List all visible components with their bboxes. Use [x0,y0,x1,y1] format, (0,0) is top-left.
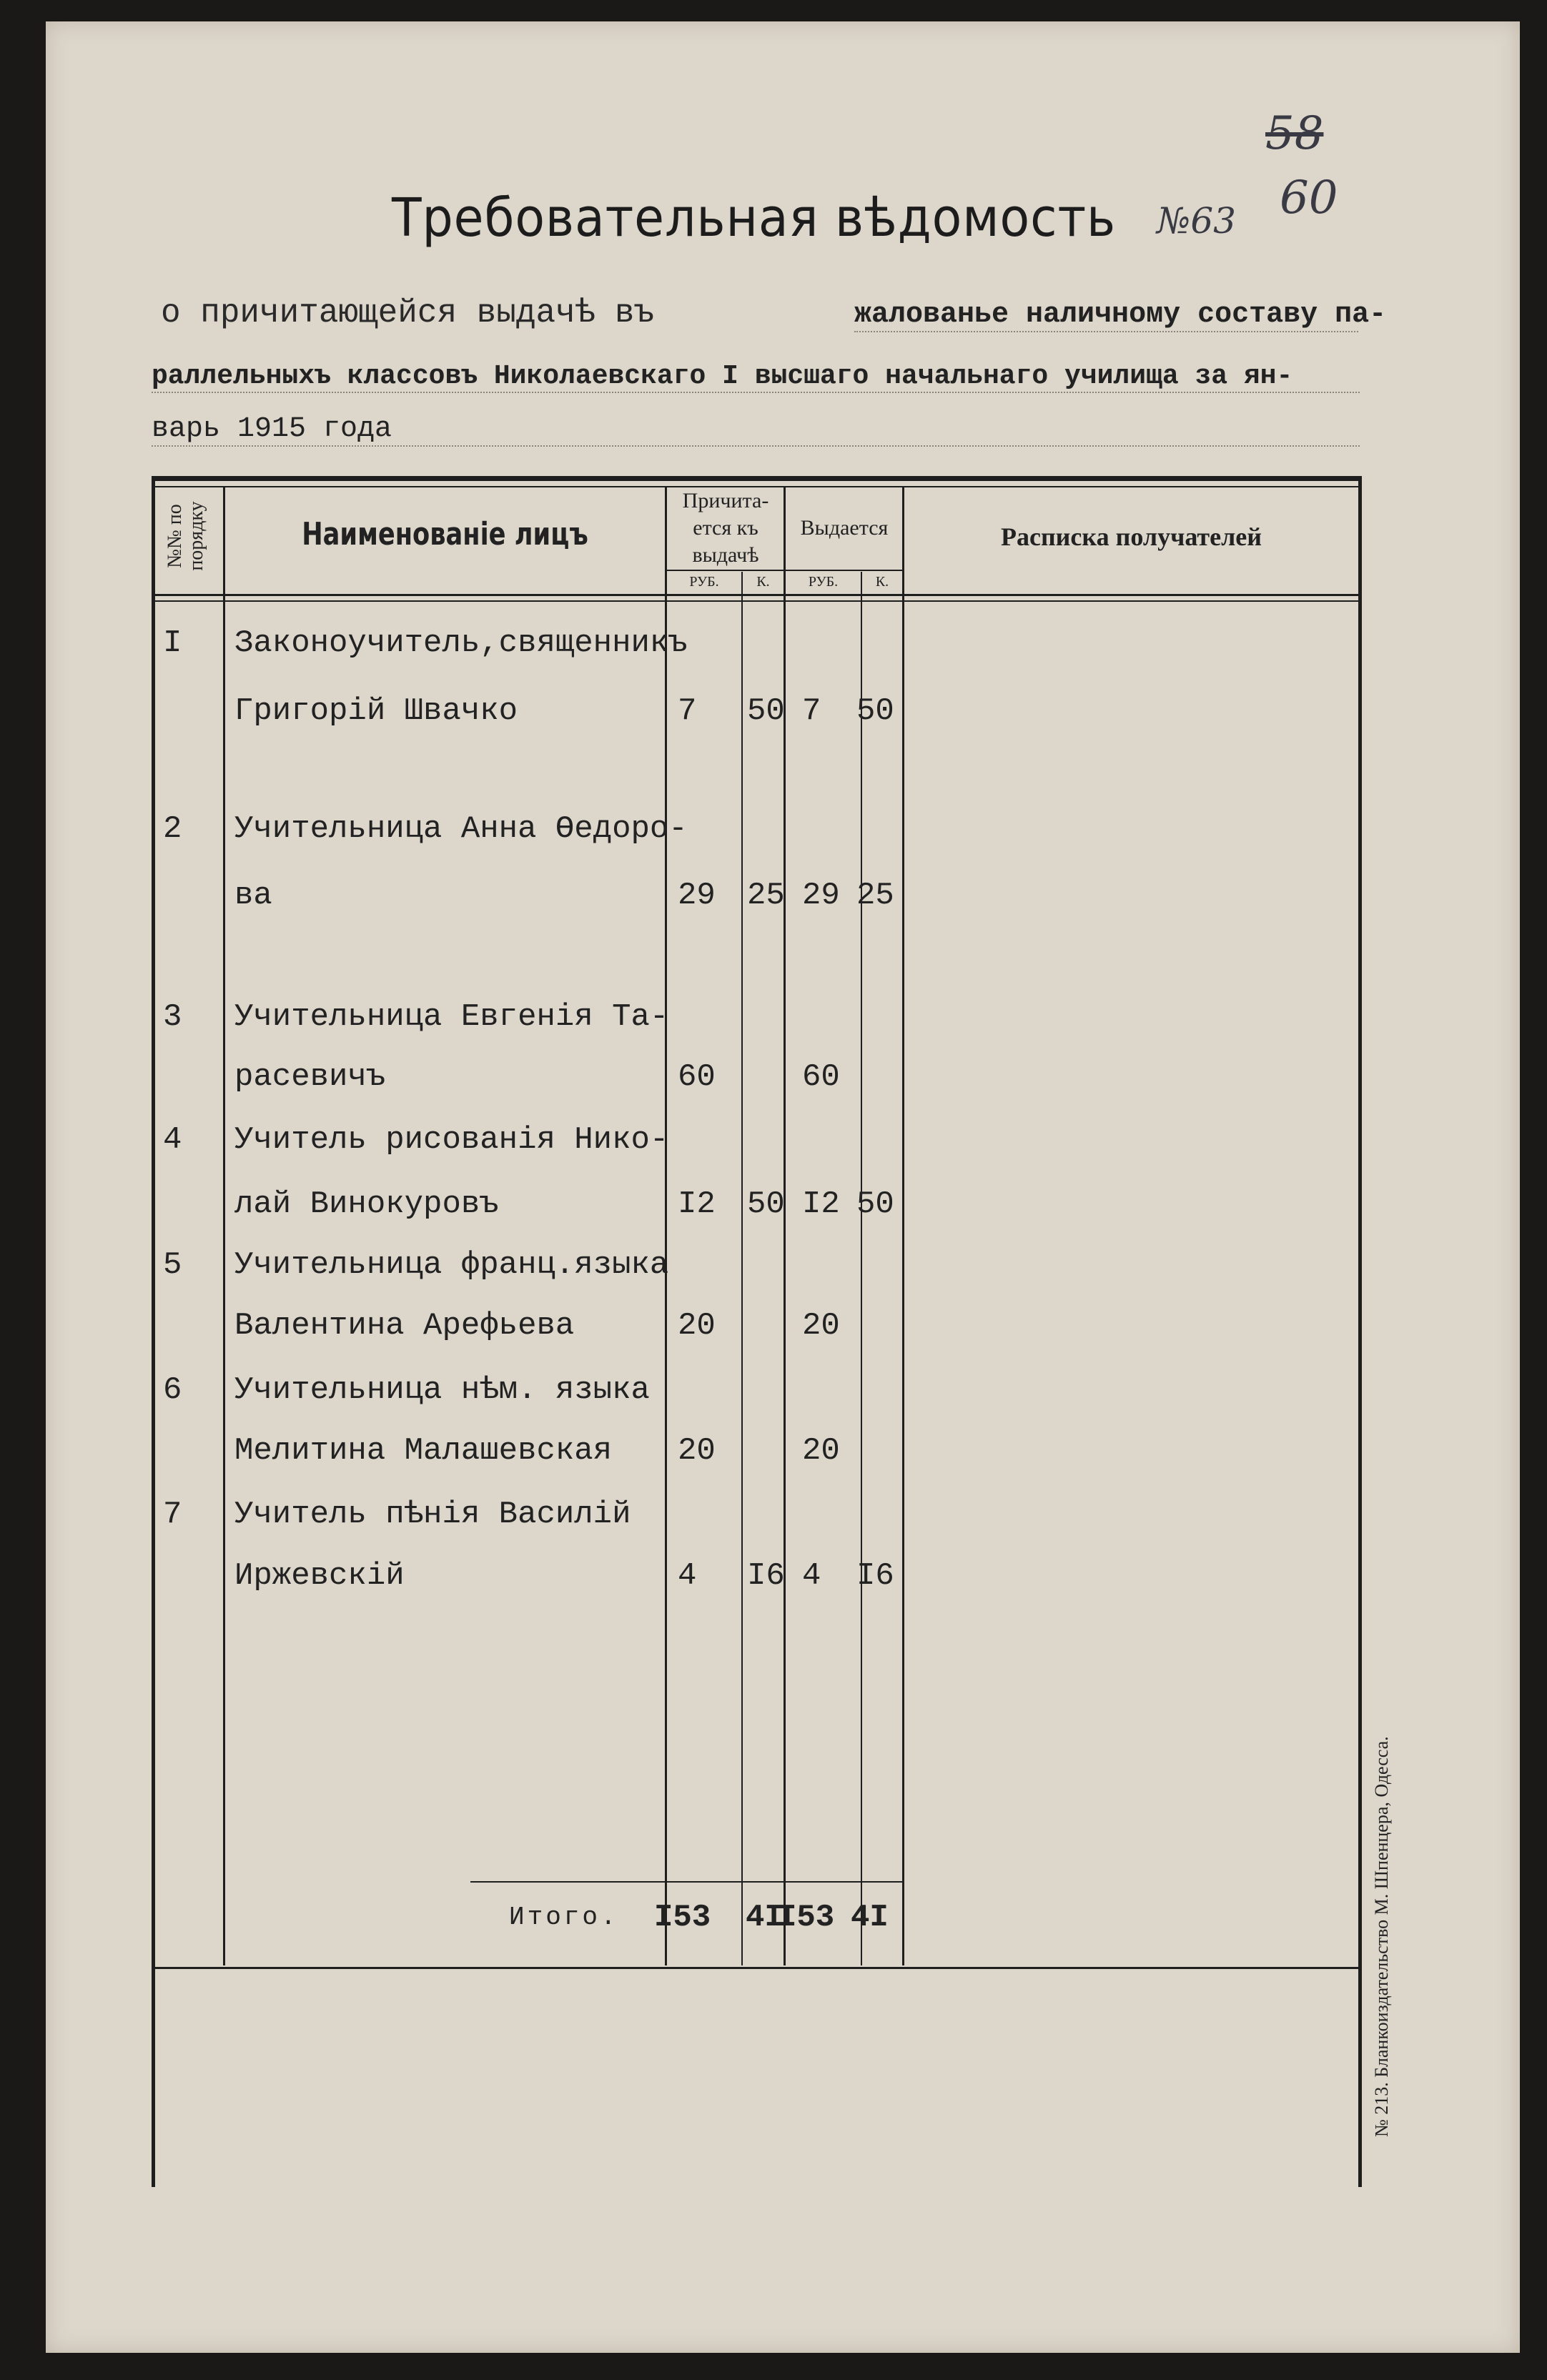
row-issued-rub: 60 [802,1059,840,1095]
subtitle-line-1: жалованье наличному составу па- [854,299,1387,331]
row-name-line-1: Учитель рисованія Нико- [234,1122,669,1158]
row-issued-rub: 20 [802,1433,840,1469]
row-name-line-2: расевичъ [234,1059,386,1095]
row-due-kop: 50 [747,693,785,729]
row-number: 3 [163,999,182,1035]
row-due-rub: 4 [678,1558,697,1594]
row-number: 2 [163,811,182,847]
row-due-rub: 29 [678,878,716,913]
row-issued-kop: 50 [856,693,894,729]
row-issued-rub: I2 [802,1186,840,1222]
row-name-line-1: Учительница нѣм. языка [234,1372,650,1408]
row-due-rub: 20 [678,1433,716,1469]
printer-note: № 213. Бланкоиздательство М. Шпенцера, Одесса. [1371,1736,1392,2137]
row-name-line-2: Григорій Швачко [234,693,518,729]
row-name-line-1: Учительница Евгенія Та- [234,999,669,1035]
row-name-line-2: лай Винокуровъ [234,1186,499,1222]
row-issued-rub: 29 [802,878,840,913]
header-signature: Расписка получателей [1000,522,1262,551]
row-due-rub: 60 [678,1059,716,1095]
row-number: 4 [163,1122,182,1158]
subtitle-prefix: о причитающейся выдачѣ въ [161,294,655,332]
header-number: №№ по порядку [164,501,207,571]
row-due-rub: 20 [678,1308,716,1344]
row-due-kop: I6 [747,1558,785,1594]
row-due-rub: I2 [678,1186,716,1222]
row-number: I [163,625,182,661]
header-issued-kop: К. [875,574,889,590]
row-name-line-1: Законоучитель,священникъ [234,625,688,661]
new-page-number: 60 [1280,172,1338,224]
old-page-number: 58 [1265,107,1324,160]
header-due: Причита-ется къ выдачѣ [682,489,769,567]
header-issued: Выдается [800,516,889,540]
row-name-line-1: Учительница Анна Өедоро- [234,811,688,847]
row-name-line-1: Учительница франц.языка [234,1247,669,1283]
row-number: 7 [163,1497,182,1532]
row-number: 5 [163,1247,182,1283]
document-title: Требовательная вѣдомость [392,187,1117,249]
row-issued-rub: 7 [802,693,821,729]
row-number: 6 [163,1372,182,1408]
total-issued-rub: I53 [778,1900,835,1935]
total-issued-kop: 4I [851,1900,889,1935]
row-issued-rub: 20 [802,1308,840,1344]
row-issued-kop: 50 [856,1186,894,1222]
row-issued-rub: 4 [802,1558,821,1594]
row-name-line-2: Иржевскій [234,1558,405,1594]
row-issued-kop: I6 [856,1558,894,1594]
row-name-line-1: Учитель пѣнія Василій [234,1497,631,1532]
row-name-line-2: ва [234,878,272,913]
row-issued-kop: 25 [856,878,894,913]
row-due-kop: 50 [747,1186,785,1222]
row-name-line-2: Валентина Арефьева [234,1308,575,1344]
subtitle-line-3: варь 1915 года [152,413,1360,447]
header-due-kop: К. [756,574,770,590]
total-due-rub: I53 [654,1900,711,1935]
handwritten-number: №63 [1157,200,1236,242]
row-due-kop: 25 [747,878,785,913]
subtitle-line-2: раллельныхъ классовъ Николаевскаго I высшаго начальнаго училища за ян- [152,361,1360,393]
header-name: Наименованіе лицъ [302,516,588,552]
row-name-line-2: Мелитина Малашевская [234,1433,613,1469]
row-due-rub: 7 [678,693,697,729]
total-due-kop: 4I [746,1900,784,1935]
header-issued-rub: РУБ. [808,574,839,590]
header-due-rub: РУБ. [689,574,719,590]
total-label: Итого. [509,1903,619,1932]
